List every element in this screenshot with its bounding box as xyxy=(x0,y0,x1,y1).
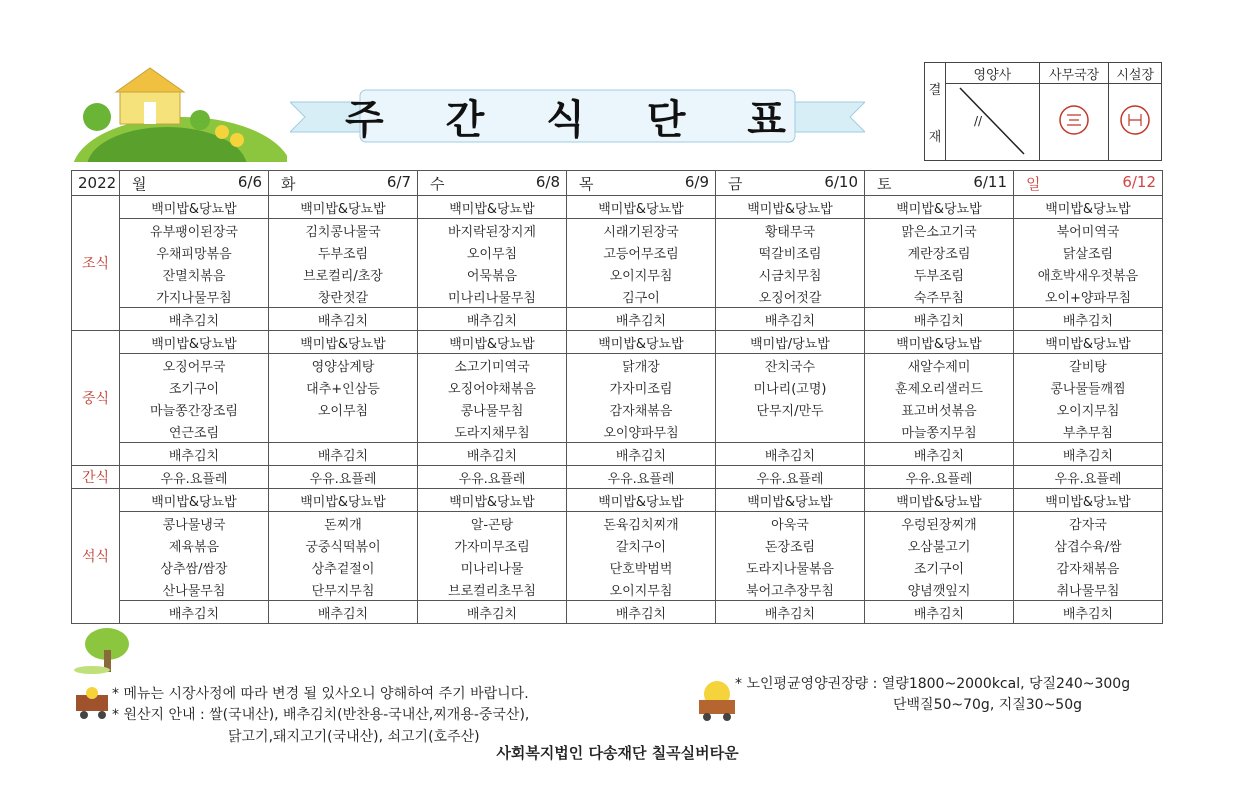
menu-cell: 감자채볶음 xyxy=(567,398,716,420)
menu-cell: 오이무침 xyxy=(269,398,418,420)
day-name: 목 xyxy=(579,174,594,193)
menu-cell: 백미밥&당뇨밥 xyxy=(269,489,418,512)
menu-row xyxy=(72,420,1163,443)
menu-cell: 콩나물들깨찜 xyxy=(1014,376,1163,398)
origin-note-line1: * 원산지 안내 : 쌀(국내산), 배추김치(반찬용-국내산,찌개용-중국산), xyxy=(112,707,530,723)
menu-cell: 백미밥&당뇨밥 xyxy=(120,196,269,219)
menu-cell: 우유.요플레 xyxy=(418,466,567,489)
menu-cell: 미나리(고명) xyxy=(716,376,865,398)
menu-cell: 아욱국 xyxy=(716,512,865,535)
menu-cell: 배추김치 xyxy=(418,601,567,624)
approval-role-dietitian: 영양사 xyxy=(946,63,1040,84)
menu-cell: 백미밥&당뇨밥 xyxy=(865,489,1014,512)
day-date: 6/8 xyxy=(535,172,560,191)
menu-cell: 백미밥&당뇨밥 xyxy=(418,489,567,512)
menu-cell: 배추김치 xyxy=(418,308,567,331)
menu-cell: 연근조림 xyxy=(120,420,269,443)
menu-cell: 돈육김치찌개 xyxy=(567,512,716,535)
menu-cell: 백미밥&당뇨밥 xyxy=(865,196,1014,219)
menu-cell: 우유.요플레 xyxy=(269,466,418,489)
menu-cell: 오이무침 xyxy=(418,241,567,263)
menu-cell: 감자채볶음 xyxy=(1014,556,1163,578)
menu-cell: 단호박범벅 xyxy=(567,556,716,578)
menu-cell: 배추김치 xyxy=(716,601,865,624)
day-date: 6/11 xyxy=(973,172,1007,191)
nutrition-note-line1: * 노인평균영양권장량 : 열량1800~2000kcal, 당질240~300g xyxy=(735,676,1131,692)
menu-cell: 우유.요플레 xyxy=(567,466,716,489)
page-title: 주 간 식 단 표 xyxy=(345,96,810,143)
tree-decoration-icon xyxy=(72,626,132,674)
menu-cell: 오이지무침 xyxy=(1014,398,1163,420)
menu-cell: 우유.요플레 xyxy=(1014,466,1163,489)
menu-cell: 조기구이 xyxy=(865,556,1014,578)
menu-cell: 상추쌈/쌈장 xyxy=(120,556,269,578)
menu-cell: 닭개장 xyxy=(567,354,716,377)
menu-cell: 오삼불고기 xyxy=(865,534,1014,556)
cart-decoration-icon xyxy=(72,685,114,721)
menu-cell: 삼겹수육/쌈 xyxy=(1014,534,1163,556)
menu-cell: 두부조림 xyxy=(865,263,1014,285)
menu-cell: 백미밥/당뇨밥 xyxy=(716,331,865,354)
menu-cell: 갈비탕 xyxy=(1014,354,1163,377)
menu-cell: 부추무침 xyxy=(1014,420,1163,443)
menu-cell: 백미밥&당뇨밥 xyxy=(567,331,716,354)
menu-row xyxy=(72,601,1163,624)
menu-cell: 배추김치 xyxy=(1014,601,1163,624)
menu-cell: 배추김치 xyxy=(567,308,716,331)
menu-cell: 배추김치 xyxy=(120,443,269,466)
day-header xyxy=(567,171,716,196)
menu-cell: 백미밥&당뇨밥 xyxy=(418,196,567,219)
menu-cell: 훈제오리샐러드 xyxy=(865,376,1014,398)
approval-side-label: 결 재 xyxy=(925,63,946,161)
menu-cell: 배추김치 xyxy=(120,308,269,331)
menu-cell: 배추김치 xyxy=(269,308,418,331)
menu-row xyxy=(72,466,1163,489)
day-name: 금 xyxy=(728,174,743,193)
menu-cell: 대추+인삼등 xyxy=(269,376,418,398)
menu-cell: 백미밥&당뇨밥 xyxy=(567,489,716,512)
menu-cell: 우유.요플레 xyxy=(120,466,269,489)
menu-cell: 백미밥&당뇨밥 xyxy=(120,331,269,354)
menu-cell: 감자국 xyxy=(1014,512,1163,535)
menu-row xyxy=(72,376,1163,398)
menu-cell: 배추김치 xyxy=(1014,443,1163,466)
day-header xyxy=(120,171,269,196)
day-date: 6/7 xyxy=(386,172,411,191)
menu-cell: 계란장조림 xyxy=(865,241,1014,263)
menu-row xyxy=(72,489,1163,512)
weekly-menu-table xyxy=(71,170,1163,624)
menu-cell: 시래기된장국 xyxy=(567,219,716,242)
menu-cell: 백미밥&당뇨밥 xyxy=(1014,489,1163,512)
approval-box xyxy=(924,62,1162,161)
menu-cell: 배추김치 xyxy=(418,443,567,466)
menu-cell: 새알수제미 xyxy=(865,354,1014,377)
menu-cell: 도라지채무침 xyxy=(418,420,567,443)
menu-cell: 가지나물무침 xyxy=(120,285,269,308)
nutrition-note-line2: 단백질50~70g, 지질30~50g xyxy=(893,697,1083,713)
day-header xyxy=(716,171,865,196)
menu-cell: 제육볶음 xyxy=(120,534,269,556)
approval-role-director: 시설장 xyxy=(1109,63,1162,84)
house-hill-illustration xyxy=(72,62,287,162)
menu-cell: 가자미무조림 xyxy=(418,534,567,556)
menu-cell: 백미밥&당뇨밥 xyxy=(716,489,865,512)
menu-cell: 오징어야채볶음 xyxy=(418,376,567,398)
menu-cell: 숙주무침 xyxy=(865,285,1014,308)
day-header xyxy=(1014,171,1163,196)
day-name: 수 xyxy=(430,174,445,193)
menu-cell: 궁중식떡볶이 xyxy=(269,534,418,556)
menu-cell xyxy=(269,420,418,443)
menu-cell: 시금치무침 xyxy=(716,263,865,285)
menu-row xyxy=(72,534,1163,556)
menu-cell: 배추김치 xyxy=(120,601,269,624)
menu-cell: 가자미조림 xyxy=(567,376,716,398)
menu-cell xyxy=(716,420,865,443)
menu-row xyxy=(72,578,1163,601)
menu-cell: 콩나물무침 xyxy=(418,398,567,420)
menu-row xyxy=(72,196,1163,219)
menu-cell: 배추김치 xyxy=(716,443,865,466)
menu-cell: 백미밥&당뇨밥 xyxy=(269,331,418,354)
menu-cell: 돈찌개 xyxy=(269,512,418,535)
approval-role-manager: 사무국장 xyxy=(1039,63,1109,84)
menu-cell: 상추겉절이 xyxy=(269,556,418,578)
day-header xyxy=(418,171,567,196)
menu-cell: 우채피망볶음 xyxy=(120,241,269,263)
menu-cell: 배추김치 xyxy=(865,308,1014,331)
cart-decoration-icon xyxy=(693,680,741,722)
menu-cell: 창란젓갈 xyxy=(269,285,418,308)
menu-cell: 황태무국 xyxy=(716,219,865,242)
menu-cell: 미나리나물 xyxy=(418,556,567,578)
menu-cell: 오징어젓갈 xyxy=(716,285,865,308)
menu-cell: 잔치국수 xyxy=(716,354,865,377)
origin-note-line2: 닭고기,돼지고기(국내산), 쇠고기(호주산) xyxy=(228,729,480,745)
day-name: 토 xyxy=(877,174,892,193)
menu-cell: 우렁된장찌개 xyxy=(865,512,1014,535)
menu-row xyxy=(72,308,1163,331)
menu-cell: 취나물무침 xyxy=(1014,578,1163,601)
day-date: 6/9 xyxy=(684,172,709,191)
day-date: 6/12 xyxy=(1122,172,1156,191)
menu-row xyxy=(72,398,1163,420)
signature-slash: // xyxy=(946,84,1040,161)
menu-cell: 백미밥&당뇨밥 xyxy=(1014,331,1163,354)
menu-row xyxy=(72,263,1163,285)
menu-cell: 닭살조림 xyxy=(1014,241,1163,263)
menu-cell: 김구이 xyxy=(567,285,716,308)
day-date: 6/10 xyxy=(824,172,858,191)
menu-cell: 김치콩나물국 xyxy=(269,219,418,242)
menu-cell: 소고기미역국 xyxy=(418,354,567,377)
menu-cell: 표고버섯볶음 xyxy=(865,398,1014,420)
seal-stamp-icon xyxy=(1118,103,1152,137)
menu-cell: 떡갈비조림 xyxy=(716,241,865,263)
year-cell: 2022 xyxy=(72,171,120,196)
menu-cell: 맑은소고기국 xyxy=(865,219,1014,242)
menu-cell: 백미밥&당뇨밥 xyxy=(865,331,1014,354)
menu-cell: 브로컬리초무침 xyxy=(418,578,567,601)
menu-cell: 배추김치 xyxy=(269,443,418,466)
menu-cell: 배추김치 xyxy=(865,443,1014,466)
menu-cell: 오이양파무침 xyxy=(567,420,716,443)
menu-cell: 오이지무침 xyxy=(567,578,716,601)
day-header xyxy=(269,171,418,196)
menu-cell: 백미밥&당뇨밥 xyxy=(567,196,716,219)
meal-label: 석식 xyxy=(72,489,120,624)
menu-cell: 백미밥&당뇨밥 xyxy=(716,196,865,219)
signature-slash-icon xyxy=(958,84,1026,156)
menu-cell: 산나물무침 xyxy=(120,578,269,601)
day-header xyxy=(865,171,1014,196)
menu-cell: 애호박새우젓볶음 xyxy=(1014,263,1163,285)
menu-cell: 단무지/만두 xyxy=(716,398,865,420)
menu-cell: 고등어무조림 xyxy=(567,241,716,263)
menu-cell: 백미밥&당뇨밥 xyxy=(269,196,418,219)
menu-cell: 잔멸치볶음 xyxy=(120,263,269,285)
menu-row xyxy=(72,354,1163,377)
menu-cell: 알-곤탕 xyxy=(418,512,567,535)
menu-cell: 오이+양파무침 xyxy=(1014,285,1163,308)
menu-cell: 갈치구이 xyxy=(567,534,716,556)
menu-cell: 오징어무국 xyxy=(120,354,269,377)
menu-cell: 콩나물냉국 xyxy=(120,512,269,535)
menu-cell: 마늘쫑간장조림 xyxy=(120,398,269,420)
menu-cell: 백미밥&당뇨밥 xyxy=(120,489,269,512)
seal-stamp-icon xyxy=(1057,103,1091,137)
menu-row xyxy=(72,241,1163,263)
meal-label: 중식 xyxy=(72,331,120,466)
menu-row xyxy=(72,331,1163,354)
meal-label: 조식 xyxy=(72,196,120,331)
menu-cell: 단무지무침 xyxy=(269,578,418,601)
menu-cell: 백미밥&당뇨밥 xyxy=(418,331,567,354)
title-banner xyxy=(290,82,865,152)
menu-cell: 백미밥&당뇨밥 xyxy=(1014,196,1163,219)
menu-cell: 양념깻잎지 xyxy=(865,578,1014,601)
menu-cell: 돈장조림 xyxy=(716,534,865,556)
menu-cell: 배추김치 xyxy=(269,601,418,624)
menu-cell: 미나리나물무침 xyxy=(418,285,567,308)
day-name: 일 xyxy=(1026,174,1041,193)
menu-row xyxy=(72,556,1163,578)
menu-row xyxy=(72,285,1163,308)
day-name: 화 xyxy=(281,174,296,193)
menu-row xyxy=(72,512,1163,535)
day-name: 월 xyxy=(132,174,147,193)
menu-cell: 오이지무침 xyxy=(567,263,716,285)
menu-cell: 북어고추장무침 xyxy=(716,578,865,601)
menu-cell: 어묵볶음 xyxy=(418,263,567,285)
table-header-row xyxy=(72,171,1163,196)
menu-cell: 우유.요플레 xyxy=(716,466,865,489)
director-stamp xyxy=(1109,84,1162,161)
menu-cell: 두부조림 xyxy=(269,241,418,263)
menu-cell: 영양삼계탕 xyxy=(269,354,418,377)
menu-cell: 브로컬리/초장 xyxy=(269,263,418,285)
menu-cell: 조기구이 xyxy=(120,376,269,398)
manager-stamp xyxy=(1039,84,1109,161)
meal-label: 간식 xyxy=(72,466,120,489)
menu-cell: 도라지나물볶음 xyxy=(716,556,865,578)
menu-cell: 유부팽이된장국 xyxy=(120,219,269,242)
menu-cell: 마늘쫑지무침 xyxy=(865,420,1014,443)
menu-cell: 바지락된장지게 xyxy=(418,219,567,242)
menu-cell: 북어미역국 xyxy=(1014,219,1163,242)
menu-cell: 우유.요플레 xyxy=(865,466,1014,489)
menu-row xyxy=(72,443,1163,466)
menu-cell: 배추김치 xyxy=(567,443,716,466)
menu-cell: 배추김치 xyxy=(716,308,865,331)
menu-change-note: * 메뉴는 시장사정에 따라 변경 될 있사오니 양해하여 주기 바랍니다. xyxy=(112,686,529,702)
menu-cell: 배추김치 xyxy=(567,601,716,624)
menu-row xyxy=(72,219,1163,242)
menu-cell: 배추김치 xyxy=(865,601,1014,624)
menu-cell: 배추김치 xyxy=(1014,308,1163,331)
day-date: 6/6 xyxy=(237,172,262,191)
organization-footer: 사회복지법인 다송재단 칠곡실버타운 xyxy=(496,744,739,762)
